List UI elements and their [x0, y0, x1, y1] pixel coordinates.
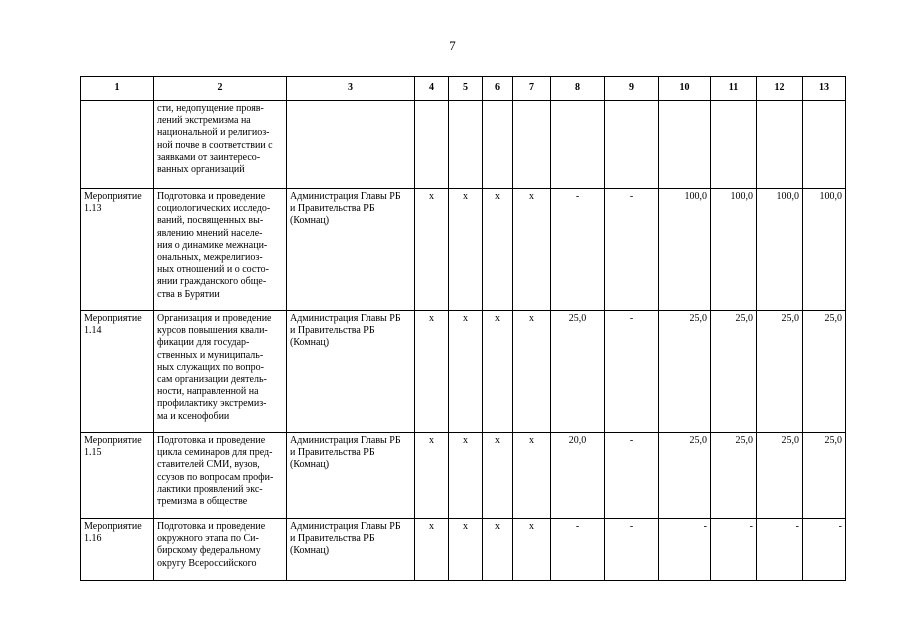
value-cell: x	[449, 519, 483, 581]
value-cell: -	[551, 189, 605, 311]
value-cell	[551, 101, 605, 189]
executor-line: (Комнац)	[290, 459, 330, 471]
executor-line: и Правительства РБ	[290, 203, 375, 215]
value-cell	[513, 101, 551, 189]
value-cell: 20,0	[551, 433, 605, 519]
measure-title-line: национальной и религиоз-	[157, 127, 270, 139]
measure-id-cell	[81, 101, 154, 189]
value-cell: -	[551, 519, 605, 581]
header-row	[81, 77, 846, 101]
table-row	[81, 519, 846, 581]
measure-title-line: социологических исследо-	[157, 203, 271, 215]
column-header: 12	[757, 77, 803, 101]
measure-title-cell	[154, 101, 287, 189]
executor-cell	[287, 101, 415, 189]
measure-title-line: ственных и муниципаль-	[157, 349, 264, 361]
measure-title-line: ных отношений и о состо-	[157, 264, 269, 276]
executor-cell	[287, 311, 415, 433]
column-header: 4	[415, 77, 449, 101]
executor-line: (Комнац)	[290, 215, 330, 227]
value-cell: -	[605, 189, 659, 311]
value-cell: 100,0	[757, 189, 803, 311]
table-row	[81, 101, 846, 189]
executor-line: и Правительства РБ	[290, 447, 375, 459]
value-cell: x	[415, 519, 449, 581]
column-header: 6	[483, 77, 513, 101]
value-cell: 25,0	[711, 311, 757, 433]
value-cell: x	[513, 189, 551, 311]
measure-title-line: фикации для государ-	[157, 337, 250, 349]
executor-line: Администрация Главы РБ	[290, 191, 401, 202]
executor-line: и Правительства РБ	[290, 533, 375, 545]
value-cell: 100,0	[803, 189, 846, 311]
value-cell: x	[449, 311, 483, 433]
measure-title-line: Подготовка и проведение	[157, 521, 266, 532]
measure-title-line: ванных организаций	[157, 164, 245, 176]
measure-title-line: ния о динамике межнаци-	[157, 239, 268, 251]
program-table	[80, 76, 846, 581]
measure-id-line: 1.15	[84, 447, 102, 459]
measure-id-line: Мероприятие	[84, 435, 142, 446]
measure-title-line: профилактику экстремиз-	[157, 398, 267, 410]
value-cell: 25,0	[659, 433, 711, 519]
value-cell: 25,0	[551, 311, 605, 433]
measure-title-line: Организация и проведение	[157, 313, 272, 324]
value-cell: x	[415, 189, 449, 311]
measure-id-cell	[81, 433, 154, 519]
table-row	[81, 189, 846, 311]
measure-title-cell	[154, 433, 287, 519]
column-header: 3	[287, 77, 415, 101]
value-cell: -	[659, 519, 711, 581]
value-cell	[803, 101, 846, 189]
column-header: 2	[154, 77, 287, 101]
measure-title-line: заявками от заинтересо-	[157, 151, 261, 163]
executor-line: (Комнац)	[290, 337, 330, 349]
value-cell: 25,0	[757, 311, 803, 433]
value-cell: 25,0	[711, 433, 757, 519]
value-cell: 100,0	[659, 189, 711, 311]
measure-title-line: ссузов по вопросам профи-	[157, 471, 274, 483]
measure-title-line: сам организации деятель-	[157, 374, 267, 386]
value-cell: 25,0	[803, 433, 846, 519]
measure-title-line: цикла семинаров для пред-	[157, 447, 273, 459]
measure-title-cell	[154, 189, 287, 311]
executor-line: Администрация Главы РБ	[290, 313, 401, 324]
value-cell: -	[605, 433, 659, 519]
column-header: 11	[711, 77, 757, 101]
table-row	[81, 433, 846, 519]
measure-title-line: ной почве в соответствии с	[157, 139, 273, 151]
executor-cell	[287, 189, 415, 311]
value-cell	[449, 101, 483, 189]
column-header: 9	[605, 77, 659, 101]
measure-title-line: Подготовка и проведение	[157, 435, 266, 446]
measure-title-line: окружного этапа по Си-	[157, 533, 259, 545]
value-cell	[757, 101, 803, 189]
measure-title-line: ма и ксенофобии	[157, 410, 230, 422]
value-cell: 25,0	[757, 433, 803, 519]
measure-id-line: 1.16	[84, 533, 102, 545]
measure-title-line: бирскому федеральному	[157, 545, 261, 557]
value-cell: 25,0	[659, 311, 711, 433]
executor-line: (Комнац)	[290, 545, 330, 557]
measure-id-line: Мероприятие	[84, 313, 142, 324]
measure-id-cell	[81, 189, 154, 311]
value-cell: -	[757, 519, 803, 581]
measure-title-line: округу Всероссийского	[157, 557, 257, 569]
measure-id-cell	[81, 519, 154, 581]
value-cell: 100,0	[711, 189, 757, 311]
column-header: 10	[659, 77, 711, 101]
table-row	[81, 311, 846, 433]
value-cell: x	[483, 311, 513, 433]
measure-title-line: лений экстремизма на	[157, 115, 251, 127]
measure-id-line: Мероприятие	[84, 191, 142, 202]
measure-title-line: ставителей СМИ, вузов,	[157, 459, 260, 471]
value-cell	[659, 101, 711, 189]
measure-title-line: ства в Бурятии	[157, 288, 220, 300]
measure-title-line: ности, направленной на	[157, 386, 259, 398]
measure-title-cell	[154, 311, 287, 433]
value-cell: x	[415, 433, 449, 519]
executor-line: Администрация Главы РБ	[290, 435, 401, 446]
executor-cell	[287, 519, 415, 581]
column-header: 1	[81, 77, 154, 101]
page-number: 7	[449, 38, 456, 53]
value-cell: x	[483, 433, 513, 519]
measure-title-line: лактики проявлений экс-	[157, 483, 263, 495]
measure-title-cell	[154, 519, 287, 581]
value-cell: x	[415, 311, 449, 433]
value-cell: -	[605, 311, 659, 433]
measure-title-line: ональных, межрелигиоз-	[157, 252, 263, 264]
value-cell: x	[483, 189, 513, 311]
column-header: 13	[803, 77, 846, 101]
column-header: 7	[513, 77, 551, 101]
measure-id-line: 1.13	[84, 203, 102, 215]
value-cell: 25,0	[803, 311, 846, 433]
measure-title-line: янии гражданского обще-	[157, 276, 267, 288]
value-cell: -	[605, 519, 659, 581]
column-header: 5	[449, 77, 483, 101]
value-cell: x	[513, 519, 551, 581]
measure-title-line: тремизма в обществе	[157, 496, 248, 508]
value-cell	[711, 101, 757, 189]
executor-cell	[287, 433, 415, 519]
measure-title-line: ваний, посвященных вы-	[157, 215, 264, 227]
value-cell: x	[513, 433, 551, 519]
measure-title-line: Подготовка и проведение	[157, 191, 266, 202]
measure-title-line: сти, недопущение прояв-	[157, 103, 264, 114]
value-cell: x	[483, 519, 513, 581]
value-cell: -	[711, 519, 757, 581]
value-cell: x	[449, 189, 483, 311]
measure-id-line: 1.14	[84, 325, 102, 337]
value-cell	[483, 101, 513, 189]
value-cell: -	[803, 519, 846, 581]
executor-line: Администрация Главы РБ	[290, 521, 401, 532]
value-cell	[605, 101, 659, 189]
measure-title-line: ных служащих по вопро-	[157, 361, 264, 373]
measure-id-line: Мероприятие	[84, 521, 142, 532]
executor-line: и Правительства РБ	[290, 325, 375, 337]
value-cell: x	[449, 433, 483, 519]
measure-title-line: явлению мнений населе-	[157, 227, 263, 239]
value-cell	[415, 101, 449, 189]
measure-title-line: курсов повышения квали-	[157, 325, 268, 337]
column-header: 8	[551, 77, 605, 101]
value-cell: x	[513, 311, 551, 433]
measure-id-cell	[81, 311, 154, 433]
